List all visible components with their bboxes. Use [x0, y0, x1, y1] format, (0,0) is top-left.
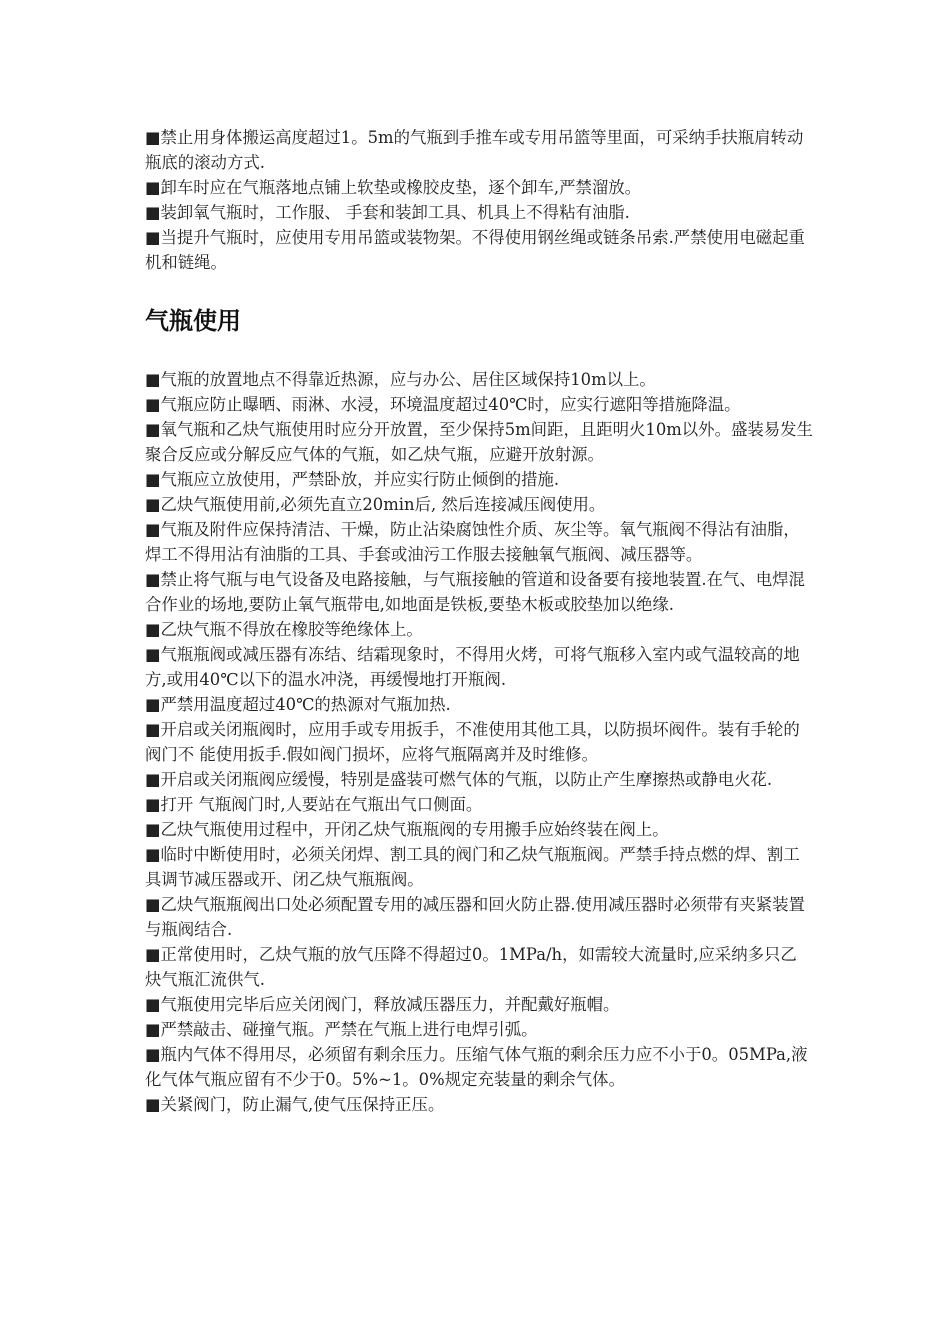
usage-item-9: ■气瓶瓶阀或减压器有冻结、结霜现象时，不得用火烤，可将气瓶移入室内或气温较高的地方,或用40℃以下的温水冲浇，再缓慢地打开瓶阀. [145, 645, 800, 689]
usage-item-13: ■打开 气瓶阀门时,人要站在气瓶出气口侧面。 [145, 795, 483, 814]
usage-item-8: ■乙炔气瓶不得放在橡胶等绝缘体上。 [145, 620, 423, 639]
usage-item-17: ■正常使用时，乙炔气瓶的放气压降不得超过0。1MPa/h，如需较大流量时,应采纳多只乙炔气瓶汇流供气. [145, 945, 797, 989]
usage-item-20: ■瓶内气体不得用尽，必须留有剩余压力。压缩气体气瓶的剩余压力应不小于0。05MPa,液化气体气瓶应留有不少于0。5%~1。0%规定充装量的剩余气体。 [145, 1045, 808, 1089]
transport-item-2: ■卸车时应在气瓶落地点铺上软垫或橡胶皮垫，逐个卸车,严禁溜放。 [145, 178, 642, 197]
transport-item-1: ■禁止用身体搬运高度超过1。5m的气瓶到手推车或专用吊篮等里面，可采纳手扶瓶肩转动瓶底的滚动方式. [145, 128, 804, 172]
transport-section [145, 125, 813, 275]
usage-item-11: ■开启或关闭瓶阀时，应用手或专用扳手，不准使用其他工具，以防损坏阀件。装有手轮的阀门不 能使用扳手.假如阀门损坏，应将气瓶隔离并及时维修。 [145, 720, 800, 764]
usage-item-4: ■气瓶应立放使用，严禁卧放，并应实行防止倾倒的措施. [145, 470, 560, 489]
usage-item-19: ■严禁敲击、碰撞气瓶。严禁在气瓶上进行电焊引弧。 [145, 1020, 538, 1039]
usage-item-15: ■临时中断使用时，必须关闭焊、割工具的阀门和乙炔气瓶瓶阀。严禁手持点燃的焊、割工具调节减压器或开、闭乙炔气瓶瓶阀。 [145, 845, 800, 889]
usage-item-16: ■乙炔气瓶瓶阀出口处必须配置专用的减压器和回火防止器.使用减压器时必须带有夹紧装置与瓶阀结合. [145, 895, 805, 939]
usage-item-21: ■关紧阀门，防止漏气,使气压保持正压。 [145, 1095, 445, 1114]
section-heading: 气瓶使用 [145, 307, 241, 335]
usage-item-10: ■严禁用温度超过40℃的热源对气瓶加热. [145, 695, 451, 714]
usage-item-6: ■气瓶及附件应保持清洁、干燥，防止沾染腐蚀性介质、灰尘等。氧气瓶阀不得沾有油脂，焊工不得用沾有油脂的工具、手套或油污工作服去接触氧气瓶阀、减压器等。 [145, 520, 800, 564]
usage-section [145, 367, 813, 1117]
usage-item-18: ■气瓶使用完毕后应关闭阀门，释放减压器压力，并配戴好瓶帽。 [145, 995, 620, 1014]
usage-item-3: ■氧气瓶和乙炔气瓶使用时应分开放置，至少保持5m间距，且距明火10m以外。盛装易发生聚合反应或分解反应气体的气瓶，如乙炔气瓶，应避开放射源。 [145, 420, 813, 464]
usage-item-14: ■乙炔气瓶使用过程中，开闭乙炔气瓶瓶阀的专用搬手应始终装在阀上。 [145, 820, 669, 839]
usage-item-7: ■禁止将气瓶与电气设备及电路接触，与气瓶接触的管道和设备要有接地装置.在气、电焊混合作业的场地,要防止氧气瓶带电,如地面是铁板,要垫木板或胶垫加以绝缘. [145, 570, 805, 614]
transport-item-4: ■当提升气瓶时，应使用专用吊篮或装物架。不得使用钢丝绳或链条吊索.严禁使用电磁起重机和链绳。 [145, 228, 805, 272]
usage-item-1: ■气瓶的放置地点不得靠近热源，应与办公、居住区域保持10m以上。 [145, 370, 656, 389]
usage-item-12: ■开启或关闭瓶阀应缓慢，特别是盛装可燃气体的气瓶，以防止产生摩擦热或静电火花. [145, 770, 773, 789]
usage-item-5: ■乙炔气瓶使用前,必须先直立20min后, 然后连接减压阀使用。 [145, 495, 606, 514]
transport-item-3: ■装卸氧气瓶时，工作服、 手套和装卸工具、机具上不得粘有油脂. [145, 203, 630, 222]
usage-item-2: ■气瓶应防止曝晒、雨淋、水浸，环境温度超过40℃时，应实行遮阳等措施降温。 [145, 395, 741, 414]
